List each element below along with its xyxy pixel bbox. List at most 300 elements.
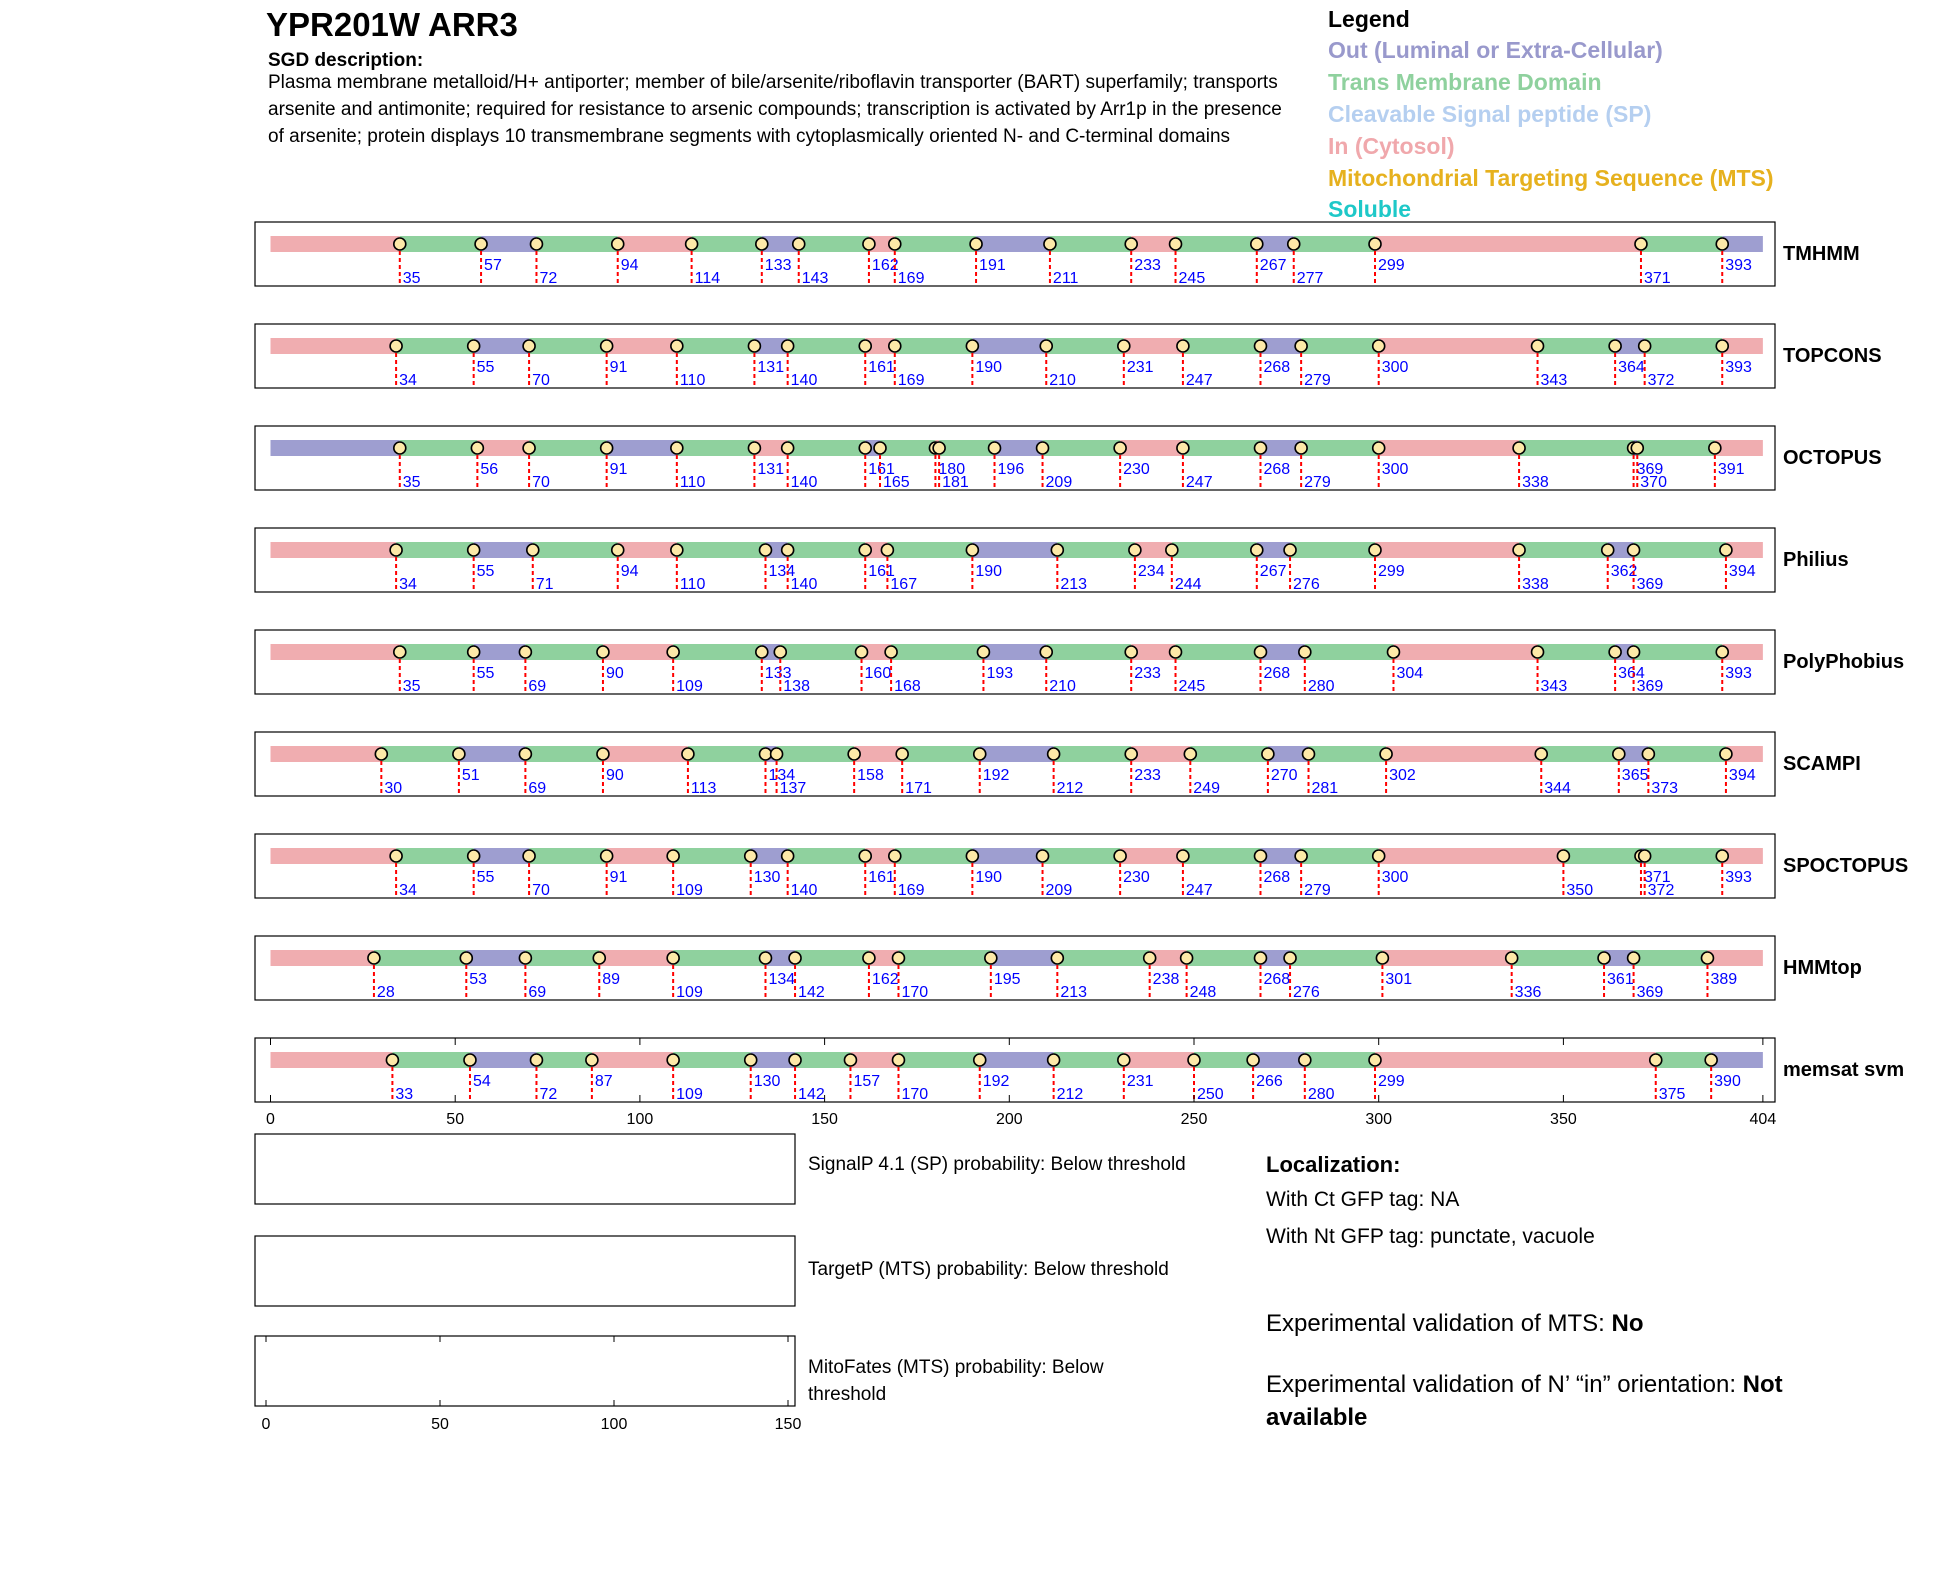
boundary-marker-dot [782, 544, 794, 556]
boundary-marker-dot [453, 748, 465, 760]
segment-out [481, 236, 536, 252]
segment-tm [381, 746, 459, 762]
boundary-label: 212 [1056, 780, 1084, 797]
segment-tm [1043, 848, 1121, 864]
boundary-label: 161 [868, 563, 895, 580]
boundary-label: 390 [1714, 1073, 1741, 1090]
boundary-marker-dot [985, 952, 997, 964]
boundary-marker-dot [1513, 442, 1525, 454]
boundary-label: 247 [1185, 474, 1213, 491]
boundary-label: 213 [1060, 576, 1088, 593]
boundary-label: 372 [1647, 882, 1675, 899]
boundary-marker-dot [859, 442, 871, 454]
boundary-marker-dot [394, 238, 406, 250]
localization-nt-gfp: With Nt GFP tag: punctate, vacuole [1266, 1225, 1595, 1248]
boundary-marker-dot [1040, 646, 1052, 658]
boundary-marker-dot [759, 748, 771, 760]
boundary-marker-dot [1720, 544, 1732, 556]
method-label: HMMtop [1783, 957, 1862, 979]
x-tick-label: 50 [446, 1111, 465, 1128]
boundary-marker-dot [1639, 850, 1651, 862]
boundary-marker-dot [1254, 646, 1266, 658]
boundary-marker-dot [1369, 544, 1381, 556]
segment-tm [895, 338, 973, 354]
probability-panel-frame [255, 1236, 795, 1306]
segment-tm [1172, 542, 1257, 558]
boundary-marker-dot [1380, 748, 1392, 760]
boundary-marker-dot [1639, 340, 1651, 352]
segment-tm [677, 542, 766, 558]
boundary-label: 70 [532, 372, 550, 389]
boundary-marker-dot [1650, 1054, 1662, 1066]
segment-in [854, 746, 902, 762]
segment-tm [673, 950, 765, 966]
segment-tm [1194, 1052, 1253, 1068]
segment-in [1382, 950, 1511, 966]
legend-item-out: Out (Luminal or Extra-Cellular) [1328, 37, 1663, 63]
segment-tm [1645, 848, 1723, 864]
boundary-marker-dot [601, 442, 613, 454]
boundary-marker-dot [1288, 238, 1300, 250]
boundary-label: 276 [1293, 576, 1320, 593]
segment-tm [1301, 440, 1379, 456]
segment-tm [529, 440, 607, 456]
n-orientation-validation: Experimental validation of N’ “in” orientation: Not available [1266, 1371, 1783, 1431]
segment-tm [788, 542, 866, 558]
boundary-label: 343 [1540, 678, 1568, 695]
segment-in [1379, 848, 1564, 864]
boundary-marker-dot [1177, 442, 1189, 454]
segment-in [1393, 644, 1537, 660]
boundary-label: 281 [1311, 780, 1339, 797]
boundary-marker-dot [889, 238, 901, 250]
boundary-label: 336 [1514, 984, 1542, 1001]
boundary-marker-dot [1170, 238, 1182, 250]
boundary-label: 72 [539, 270, 558, 287]
segment-tm [799, 236, 869, 252]
boundary-label: 162 [871, 257, 899, 274]
boundary-label: 51 [461, 767, 480, 784]
boundary-marker-dot [970, 238, 982, 250]
boundary-label: 393 [1725, 869, 1752, 886]
boundary-marker-dot [394, 646, 406, 658]
segment-tm [673, 644, 762, 660]
segment-out [995, 440, 1043, 456]
segment-out [459, 746, 525, 762]
boundary-label: 209 [1045, 474, 1073, 491]
boundary-label: 344 [1544, 780, 1571, 797]
boundary-marker-dot [1701, 952, 1713, 964]
segment-in [599, 950, 673, 966]
segment-tm [1541, 746, 1619, 762]
legend-item-mts: Mitochondrial Targeting Sequence (MTS) [1328, 165, 1774, 191]
boundary-label: 233 [1134, 767, 1161, 784]
boundary-label: 361 [1607, 971, 1634, 988]
method-label: Philius [1783, 549, 1849, 571]
segment-tm [688, 746, 766, 762]
x-tick-label: 200 [995, 1111, 1023, 1128]
boundary-label: 55 [476, 869, 495, 886]
method-label: TOPCONS [1783, 345, 1882, 367]
boundary-marker-dot [756, 238, 768, 250]
boundary-label: 89 [602, 971, 621, 988]
boundary-marker-dot [966, 340, 978, 352]
segment-in [618, 542, 677, 558]
segment-tm [1054, 1052, 1124, 1068]
boundary-label: 34 [399, 372, 417, 389]
method-label: SPOCTOPUS [1783, 855, 1909, 877]
boundary-label: 211 [1052, 270, 1079, 287]
boundary-marker-dot [471, 442, 483, 454]
boundary-marker-dot [1118, 340, 1130, 352]
boundary-marker-dot [1295, 442, 1307, 454]
segment-tm [673, 1052, 751, 1068]
boundary-marker-dot [1284, 544, 1296, 556]
boundary-marker-dot [530, 238, 542, 250]
boundary-marker-dot [593, 952, 605, 964]
segment-out [474, 338, 529, 354]
boundary-marker-dot [1532, 340, 1544, 352]
boundary-marker-dot [789, 952, 801, 964]
segment-out [1253, 1052, 1305, 1068]
boundary-marker-dot [1037, 442, 1049, 454]
segment-tm [533, 542, 618, 558]
segment-in [1375, 1052, 1656, 1068]
boundary-label: 57 [484, 257, 502, 274]
method-label: PolyPhobius [1783, 651, 1905, 673]
boundary-marker-dot [844, 1054, 856, 1066]
boundary-marker-dot [475, 238, 487, 250]
boundary-marker-dot [1557, 850, 1569, 862]
boundary-label: 196 [997, 461, 1025, 478]
boundary-marker-dot [586, 1054, 598, 1066]
boundary-marker-dot [1299, 646, 1311, 658]
boundary-marker-dot [1129, 544, 1141, 556]
sgd-description-label: SGD description: [268, 50, 424, 71]
boundary-label: 233 [1134, 665, 1161, 682]
boundary-label: 300 [1381, 359, 1409, 376]
boundary-marker-dot [759, 544, 771, 556]
boundary-marker-dot [1716, 646, 1728, 658]
segment-tm [677, 440, 755, 456]
boundary-marker-dot [933, 442, 945, 454]
boundary-label: 280 [1307, 678, 1335, 695]
boundary-marker-dot [1125, 238, 1137, 250]
segment-out [466, 950, 525, 966]
boundary-label: 143 [801, 270, 829, 287]
boundary-marker-dot [460, 952, 472, 964]
segment-out [271, 440, 400, 456]
boundary-marker-dot [519, 748, 531, 760]
segment-tm [1290, 542, 1375, 558]
boundary-marker-dot [745, 1054, 757, 1066]
boundary-label: 372 [1647, 372, 1675, 389]
boundary-marker-dot [759, 952, 771, 964]
segment-tm [795, 950, 869, 966]
segment-in [1707, 950, 1762, 966]
boundary-marker-dot [889, 850, 901, 862]
segment-tm [400, 440, 478, 456]
segment-in [477, 440, 529, 456]
boundary-label: 109 [676, 984, 703, 1001]
boundary-label: 180 [938, 461, 966, 478]
boundary-label: 87 [594, 1073, 613, 1090]
boundary-label: 35 [402, 270, 421, 287]
segment-tm [1046, 338, 1124, 354]
boundary-label: 249 [1193, 780, 1221, 797]
boundary-marker-dot [390, 340, 402, 352]
boundary-marker-dot [612, 544, 624, 556]
boundary-marker-dot [1170, 646, 1182, 658]
boundary-label: 69 [528, 780, 547, 797]
boundary-label: 210 [1049, 678, 1076, 695]
boundary-marker-dot [667, 646, 679, 658]
boundary-label: 169 [897, 882, 925, 899]
boundary-marker-dot [601, 850, 613, 862]
boundary-marker-dot [1716, 850, 1728, 862]
boundary-label: 364 [1618, 359, 1645, 376]
x-tick-label: 0 [261, 1416, 271, 1433]
boundary-marker-dot [782, 850, 794, 862]
segment-tm [1305, 1052, 1375, 1068]
boundary-label: 53 [469, 971, 488, 988]
segment-in [1120, 848, 1183, 864]
boundary-label: 140 [790, 882, 818, 899]
boundary-marker-dot [774, 646, 786, 658]
boundary-marker-dot [519, 952, 531, 964]
boundary-label: 209 [1045, 882, 1073, 899]
boundary-label: 167 [890, 576, 918, 593]
boundary-label: 193 [986, 665, 1014, 682]
segment-tm [1309, 746, 1387, 762]
boundary-marker-dot [1506, 952, 1518, 964]
boundary-marker-dot [1177, 850, 1189, 862]
boundary-marker-dot [782, 340, 794, 352]
boundary-label: 247 [1185, 882, 1213, 899]
boundary-marker-dot [468, 340, 480, 352]
boundary-label: 234 [1137, 563, 1165, 580]
signalp-probability-text: SignalP 4.1 (SP) probability: Below threshold [808, 1154, 1186, 1175]
boundary-label: 393 [1725, 257, 1752, 274]
boundary-label: 364 [1618, 665, 1645, 682]
boundary-marker-dot [368, 952, 380, 964]
x-tick-label: 150 [774, 1416, 802, 1433]
segment-tm [400, 644, 474, 660]
segment-tm [1290, 950, 1382, 966]
segment-tm [1183, 848, 1261, 864]
segment-tm [1183, 338, 1261, 354]
legend-item-sp: Cleavable Signal peptide (SP) [1328, 101, 1652, 127]
method-label: SCAMPI [1783, 753, 1861, 775]
segment-tm [898, 1052, 979, 1068]
boundary-marker-dot [748, 340, 760, 352]
boundary-marker-dot [597, 748, 609, 760]
boundary-marker-dot [863, 238, 875, 250]
segment-tm [1294, 236, 1375, 252]
segment-out [972, 338, 1046, 354]
boundary-marker-dot [859, 340, 871, 352]
boundary-label: 34 [399, 576, 417, 593]
boundary-marker-dot [793, 238, 805, 250]
boundary-marker-dot [468, 646, 480, 658]
boundary-marker-dot [748, 442, 760, 454]
boundary-marker-dot [745, 850, 757, 862]
segment-tm [1054, 746, 1132, 762]
localization-ct-gfp: With Ct GFP tag: NA [1266, 1188, 1460, 1211]
boundary-label: 338 [1522, 474, 1549, 491]
boundary-marker-dot [881, 544, 893, 556]
segment-in [271, 950, 374, 966]
boundary-marker-dot [974, 1054, 986, 1066]
boundary-label: 192 [982, 1073, 1010, 1090]
boundary-label: 110 [679, 372, 706, 389]
boundary-marker-dot [1262, 748, 1274, 760]
segment-tm [529, 338, 607, 354]
segment-tm [396, 338, 474, 354]
boundary-marker-dot [1251, 544, 1263, 556]
boundary-marker-dot [1144, 952, 1156, 964]
segment-in [271, 746, 382, 762]
boundary-label: 250 [1197, 1086, 1224, 1103]
boundary-marker-dot [966, 850, 978, 862]
legend-item-in: In (Cytosol) [1328, 133, 1455, 159]
segment-in [618, 236, 692, 252]
segment-in [1131, 746, 1190, 762]
boundary-label: 158 [857, 767, 884, 784]
segment-tm [1176, 236, 1257, 252]
segment-out [983, 644, 1046, 660]
boundary-label: 350 [1566, 882, 1594, 899]
boundary-marker-dot [394, 442, 406, 454]
x-tick-label: 50 [431, 1416, 449, 1433]
boundary-label: 110 [679, 474, 706, 491]
boundary-label: 113 [690, 780, 717, 797]
segment-tm [1176, 644, 1261, 660]
boundary-label: 394 [1728, 767, 1756, 784]
boundary-marker-dot [671, 340, 683, 352]
segment-tm [1187, 950, 1261, 966]
segment-tm [1648, 746, 1726, 762]
segment-tm [536, 1052, 591, 1068]
boundary-marker-dot [1598, 952, 1610, 964]
boundary-label: 56 [480, 461, 499, 478]
boundary-label: 343 [1540, 372, 1568, 389]
boundary-marker-dot [1709, 442, 1721, 454]
boundary-marker-dot [1369, 238, 1381, 250]
boundary-label: 134 [768, 971, 796, 988]
boundary-marker-dot [1609, 340, 1621, 352]
boundary-label: 389 [1710, 971, 1738, 988]
segment-out [474, 542, 533, 558]
boundary-label: 114 [694, 270, 721, 287]
boundary-marker-dot [856, 646, 868, 658]
boundary-label: 268 [1263, 869, 1291, 886]
boundary-label: 70 [532, 882, 550, 899]
boundary-marker-dot [1048, 748, 1060, 760]
segment-in [271, 644, 400, 660]
sgd-description-text: Plasma membrane metalloid/H+ antiporter; member of bile/arsenite/riboflavin transporter (BART) superfamily; transports arsenite and antimonite; required for resistance to arsenic compounds; transcription is activated by Arr1p in the presence of arsenite; protein displays 10 transmembrane segments with cytoplasmically oriented N- and C-terminal domains [268, 72, 1282, 147]
boundary-marker-dot [1609, 646, 1621, 658]
boundary-marker-dot [1387, 646, 1399, 658]
segment-out [1711, 1052, 1763, 1068]
boundary-marker-dot [682, 748, 694, 760]
segment-tm [1057, 950, 1149, 966]
boundary-marker-dot [1125, 646, 1137, 658]
boundary-label: 369 [1636, 984, 1664, 1001]
segment-tm [1637, 440, 1715, 456]
boundary-marker-dot [1037, 850, 1049, 862]
segment-in [271, 848, 397, 864]
segment-out [980, 746, 1054, 762]
segment-tm [673, 848, 751, 864]
boundary-label: 161 [868, 461, 895, 478]
boundary-label: 375 [1658, 1086, 1686, 1103]
boundary-label: 280 [1307, 1086, 1335, 1103]
boundary-label: 133 [764, 257, 792, 274]
boundary-marker-dot [859, 850, 871, 862]
boundary-label: 72 [539, 1086, 558, 1103]
segment-in [1124, 338, 1183, 354]
boundary-label: 171 [905, 780, 932, 797]
boundary-label: 268 [1263, 359, 1291, 376]
segment-tm [1563, 848, 1641, 864]
boundary-label: 302 [1389, 767, 1416, 784]
boundary-label: 394 [1728, 563, 1756, 580]
boundary-marker-dot [1642, 748, 1654, 760]
boundary-label: 299 [1378, 1073, 1405, 1090]
boundary-marker-dot [756, 646, 768, 658]
boundary-marker-dot [1177, 340, 1189, 352]
boundary-marker-dot [966, 544, 978, 556]
boundary-label: 369 [1636, 678, 1664, 695]
x-tick-label: 404 [1749, 1111, 1777, 1128]
boundary-label: 90 [605, 665, 624, 682]
boundary-marker-dot [771, 748, 783, 760]
boundary-marker-dot [1376, 952, 1388, 964]
boundary-label: 370 [1640, 474, 1667, 491]
segment-tm [1519, 440, 1634, 456]
boundary-marker-dot [1166, 544, 1178, 556]
boundary-label: 168 [894, 678, 921, 695]
segment-out [470, 1052, 536, 1068]
boundary-label: 245 [1178, 678, 1206, 695]
segment-in [1120, 440, 1183, 456]
segment-tm [898, 950, 990, 966]
segment-in [1375, 542, 1519, 558]
boundary-label: 71 [535, 576, 554, 593]
segment-tm [788, 440, 866, 456]
boundary-marker-dot [1369, 1054, 1381, 1066]
boundary-label: 268 [1263, 461, 1291, 478]
panel-frame [255, 834, 1775, 898]
boundary-marker-dot [1716, 340, 1728, 352]
boundary-marker-dot [1048, 1054, 1060, 1066]
boundary-label: 169 [897, 372, 925, 389]
segment-tm [1634, 644, 1723, 660]
boundary-label: 369 [1636, 461, 1664, 478]
boundary-marker-dot [1114, 442, 1126, 454]
boundary-marker-dot [1125, 748, 1137, 760]
segment-out [991, 950, 1057, 966]
boundary-marker-dot [863, 952, 875, 964]
boundary-label: 279 [1304, 474, 1331, 491]
boundary-label: 134 [768, 767, 796, 784]
boundary-marker-dot [1295, 340, 1307, 352]
boundary-marker-dot [1532, 646, 1544, 658]
legend-item-soluble: Soluble [1328, 196, 1412, 222]
boundary-label: 170 [901, 984, 929, 1001]
segment-tm [788, 848, 866, 864]
